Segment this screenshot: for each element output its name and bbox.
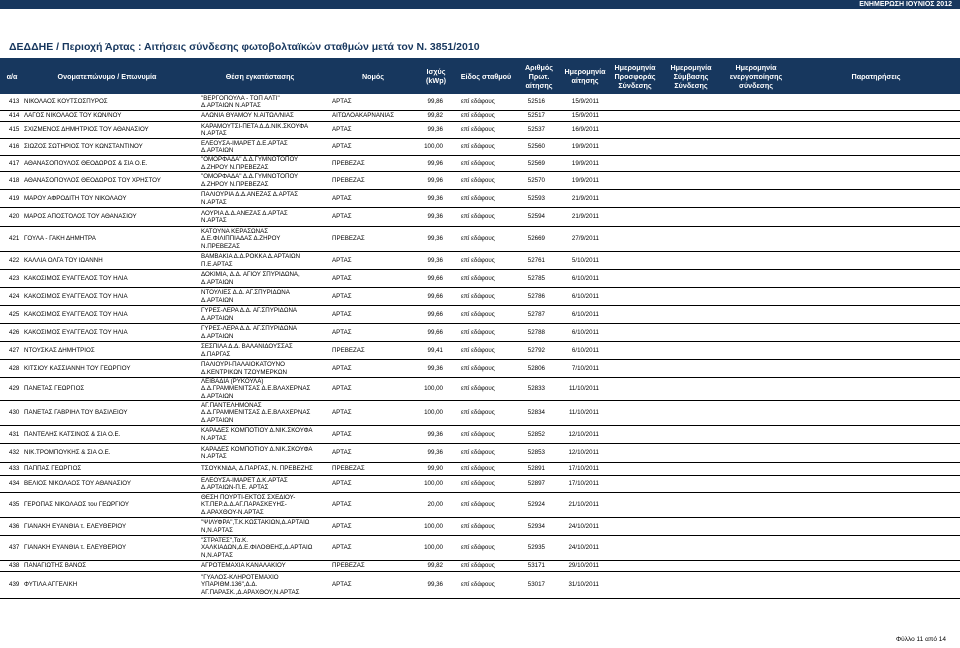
cell-name: ΚΑΚΟΣΙΜΟΣ ΕΥΑΓΓΕΛΟΣ ΤΟΥ ΗΛΙΑ bbox=[24, 274, 128, 282]
cell-name: ΚΙΤΣΙΟΥ ΚΑΣΣΙΑΝΝΗ ΤΟΥ ΓΕΩΡΓΙΟΥ bbox=[24, 364, 131, 372]
cell-name: ΑΘΑΝΑΣΟΠΟΥΛΟΣ ΘΕΟΔΩΡΟΣ & ΣΙΑ Ο.Ε. bbox=[24, 159, 148, 167]
cell-aa: 433 bbox=[9, 465, 20, 473]
cell-power: 99,36 bbox=[427, 194, 443, 202]
cell-type: επί εδάφους bbox=[461, 581, 495, 589]
cell-prefecture: ΠΡΕΒΕΖΑΣ bbox=[332, 176, 365, 184]
cell-protocol: 52560 bbox=[527, 143, 545, 151]
cell-power: 100,00 bbox=[424, 409, 443, 417]
cell-power: 100,00 bbox=[424, 522, 443, 530]
cell-prefecture: ΠΡΕΒΕΖΑΣ bbox=[332, 346, 365, 354]
cell-type: επί εδάφους bbox=[461, 310, 495, 318]
cell-aa: 416 bbox=[9, 143, 20, 151]
cell-power: 99,96 bbox=[427, 176, 443, 184]
cell-name: ΜΑΡΟΣ ΑΠΟΣΤΟΛΟΣ ΤΟΥ ΑΘΑΝΑΣΙΟΥ bbox=[24, 213, 137, 221]
header-type: Είδος σταθμού bbox=[460, 71, 512, 81]
cell-protocol: 52935 bbox=[527, 544, 545, 552]
cell-name: ΣΙΩΖΟΣ ΣΩΤΗΡΙΟΣ ΤΟΥ ΚΩΝΣΤΑΝΤΙΝΟΥ bbox=[24, 143, 143, 151]
cell-prefecture: ΑΙΤΩΛΟΑΚΑΡΝΑΝΙΑΣ bbox=[332, 112, 395, 120]
cell-date: 17/10/2011 bbox=[568, 480, 599, 488]
cell-date: 6/10/2011 bbox=[571, 292, 599, 300]
cell-location: "ΣΤΡΑΤΕΣ",Τα.Κ. ΧΑΛΚΙΑΔΩΝ,Δ.Ε.ΦΙΛΟΘΕΗΣ,Δ.ΑΡΤΑΙΩ Ν,Ν.ΑΡΤΑΣ bbox=[201, 536, 313, 559]
cell-protocol: 52785 bbox=[527, 274, 545, 282]
table-row bbox=[0, 378, 960, 401]
cell-prefecture: ΑΡΤΑΣ bbox=[332, 501, 352, 509]
table-row bbox=[0, 227, 960, 252]
cell-aa: 420 bbox=[9, 213, 20, 221]
cell-type: επί εδάφους bbox=[461, 544, 495, 552]
cell-location: ΒΑΜΒΑΚΙΑ Δ.Δ.ΡΟΚΚΑ Δ.ΑΡΤΑΙΩΝ Π.Ε.ΑΡΤΑΣ bbox=[201, 253, 301, 268]
table-row bbox=[0, 172, 960, 190]
cell-name: ΣΧΙΖΜΕΝΟΣ ΔΗΜΗΤΡΙΟΣ ΤΟΥ ΑΘΑΝΑΣΙΟΥ bbox=[24, 126, 149, 134]
cell-date: 24/10/2011 bbox=[568, 522, 599, 530]
cell-date: 12/10/2011 bbox=[568, 430, 599, 438]
table-row bbox=[0, 111, 960, 122]
header-power: Ισχύς (kWp) bbox=[426, 67, 446, 85]
cell-protocol: 52594 bbox=[527, 213, 545, 221]
table-header bbox=[0, 58, 960, 94]
cell-date: 19/9/2011 bbox=[571, 159, 599, 167]
cell-name: ΝΙΚΟΛΑΟΣ ΚΟΥΤΣΟΣΠΥΡΟΣ bbox=[24, 98, 108, 106]
header-remarks: Παρατηρήσεις bbox=[851, 71, 901, 81]
cell-protocol: 52593 bbox=[527, 194, 545, 202]
cell-aa: 437 bbox=[9, 544, 20, 552]
cell-aa: 425 bbox=[9, 310, 20, 318]
cell-location: ΠΑΛΙΟΥΡΙ-ΠΑΛΑΙΟΚΑΤΟΥΝΟ Δ.ΚΕΝΤΡΙΚΩΝ ΤΖΟΥΜΕΡΚΩΝ bbox=[201, 361, 287, 376]
cell-location: ΠΑΛΙΟΥΡΙΑ Δ.Δ.ΑΝΕΖΑΣ Δ.ΑΡΤΑΣ Ν.ΑΡΤΑΣ bbox=[201, 191, 299, 206]
cell-protocol: 52788 bbox=[527, 328, 545, 336]
table-row bbox=[0, 208, 960, 227]
cell-name: ΝΤΟΥΣΚΑΣ ΔΗΜΗΤΡΙΟΣ bbox=[24, 346, 95, 354]
cell-location: ΕΛΕΟΥΣΑ-ΙΜΑΡΕΤ Δ.Ε.ΑΡΤΑΣ Δ.ΑΡΤΑΙΩΝ bbox=[201, 139, 288, 154]
cell-prefecture: ΑΡΤΑΣ bbox=[332, 522, 352, 530]
table-row bbox=[0, 94, 960, 111]
cell-protocol: 52786 bbox=[527, 292, 545, 300]
cell-protocol: 52569 bbox=[527, 159, 545, 167]
cell-name: ΓΙΑΝΑΚΗ ΕΥΑΝΘΙΑ τ. ΕΛΕΥΘΕΡΙΟΥ bbox=[24, 544, 127, 552]
cell-prefecture: ΠΡΕΒΕΖΑΣ bbox=[332, 235, 365, 243]
table-row bbox=[0, 536, 960, 561]
cell-aa: 436 bbox=[9, 522, 20, 530]
cell-prefecture: ΑΡΤΑΣ bbox=[332, 544, 352, 552]
cell-date: 15/9/2011 bbox=[571, 112, 599, 120]
cell-prefecture: ΠΡΕΒΕΖΑΣ bbox=[332, 159, 365, 167]
header-aa: α/α bbox=[6, 71, 18, 81]
cell-date: 6/10/2011 bbox=[571, 274, 599, 282]
cell-type: επί εδάφους bbox=[461, 522, 495, 530]
cell-power: 99,36 bbox=[427, 430, 443, 438]
table-row bbox=[0, 306, 960, 324]
table-row bbox=[0, 288, 960, 306]
cell-power: 100,00 bbox=[424, 544, 443, 552]
cell-prefecture: ΑΡΤΑΣ bbox=[332, 194, 352, 202]
cell-prefecture: ΑΡΤΑΣ bbox=[332, 213, 352, 221]
cell-aa: 435 bbox=[9, 501, 20, 509]
cell-date: 7/10/2011 bbox=[571, 364, 599, 372]
cell-name: ΑΘΑΝΑΣΟΠΟΥΛΟΣ ΘΕΟΔΩΡΟΣ ΤΟΥ ΧΡΗΣΤΟΥ bbox=[24, 176, 161, 184]
cell-protocol: 53017 bbox=[527, 581, 545, 589]
cell-aa: 434 bbox=[9, 480, 20, 488]
cell-location: ΝΤΟΥΛΙΕΣ Δ.Δ. ΑΓ.ΣΠΥΡΙΔΩΝΑ Δ.ΑΡΤΑΙΩΝ bbox=[201, 289, 290, 304]
cell-aa: 429 bbox=[9, 385, 20, 393]
cell-prefecture: ΑΡΤΑΣ bbox=[332, 581, 352, 589]
cell-type: επί εδάφους bbox=[461, 465, 495, 473]
cell-type: επί εδάφους bbox=[461, 235, 495, 243]
table-row bbox=[0, 401, 960, 426]
cell-type: επί εδάφους bbox=[461, 501, 495, 509]
cell-location: ΕΛΕΟΥΣΑ-ΙΜΑΡΕΤ Δ.Κ.ΑΡΤΑΣ Δ.ΑΡΤΑΙΩΝ-Π.Ε. ΑΡΤΑΣ bbox=[201, 476, 288, 491]
cell-type: επί εδάφους bbox=[461, 274, 495, 282]
cell-date: 21/9/2011 bbox=[571, 213, 599, 221]
cell-protocol: 52806 bbox=[527, 364, 545, 372]
cell-aa: 415 bbox=[9, 126, 20, 134]
cell-location: "ΟΜΟΡΦΑΔΑ" Δ.Δ.ΓΥΜΝΟΤΟΠΟΥ Δ.ΖΗΡΟΥ Ν.ΠΡΕΒΕΖΑΣ bbox=[201, 173, 299, 188]
cell-location: ΑΓΡΟΤΕΜΑΧΙΑ ΚΑΝΑΛΑΚΙΟΥ bbox=[201, 562, 286, 570]
top-banner bbox=[0, 0, 960, 9]
cell-type: επί εδάφους bbox=[461, 112, 495, 120]
table-row bbox=[0, 463, 960, 476]
cell-prefecture: ΠΡΕΒΕΖΑΣ bbox=[332, 562, 365, 570]
cell-date: 6/10/2011 bbox=[571, 328, 599, 336]
table-row bbox=[0, 324, 960, 342]
table-row bbox=[0, 493, 960, 518]
cell-protocol: 52852 bbox=[527, 430, 545, 438]
cell-name: ΠΑΝΕΤΑΣ ΓΑΒΡΙΗΛ ΤΟΥ ΒΑΣΙΛΕΙΟΥ bbox=[24, 409, 128, 417]
cell-aa: 439 bbox=[9, 581, 20, 589]
cell-type: επί εδάφους bbox=[461, 292, 495, 300]
cell-protocol: 52761 bbox=[527, 256, 545, 264]
cell-location: "ΨΙΛΥΦΡΑ",Τ.Κ.ΚΩΣΤΑΚΙΩΝ,Δ.ΑΡΤΑΙΩ Ν,Ν.ΑΡΤΑΣ bbox=[201, 519, 310, 534]
cell-name: ΦΥΤΙΛΑ ΑΓΓΕΛΙΚΗ bbox=[24, 581, 78, 589]
cell-location: ΚΑΡΑΔΕΣ ΚΟΜΠΟΤΙΟΥ Δ.ΝΙΚ.ΣΚΟΥΦΑ Ν.ΑΡΤΑΣ bbox=[201, 427, 313, 442]
cell-type: επί εδάφους bbox=[461, 143, 495, 151]
cell-type: επί εδάφους bbox=[461, 346, 495, 354]
cell-type: επί εδάφους bbox=[461, 480, 495, 488]
cell-type: επί εδάφους bbox=[461, 176, 495, 184]
update-label: ΕΝΗΜΕΡΩΣΗ ΙΟΥΝΙΟΣ 2012 bbox=[859, 1, 952, 8]
table-row bbox=[0, 572, 960, 599]
table-row bbox=[0, 156, 960, 172]
cell-protocol: 52853 bbox=[527, 449, 545, 457]
cell-power: 100,00 bbox=[424, 143, 443, 151]
cell-location: ΤΣΟΥΚΝΙΔΑ, Δ.ΠΑΡΓΑΣ, Ν. ΠΡΕΒΕΖΗΣ bbox=[201, 465, 313, 473]
cell-date: 6/10/2011 bbox=[571, 310, 599, 318]
cell-location: ΛΟΥΡΙΑ Δ.Δ.ΑΝΕΖΑΣ Δ.ΑΡΤΑΣ Ν.ΑΡΤΑΣ bbox=[201, 209, 288, 224]
cell-name: ΓΕΡΟΠΑΣ ΝΙΚΟΛΑΟΣ του ΓΕΩΡΓΙΟΥ bbox=[24, 501, 129, 509]
page-title: ΔΕΔΔΗΕ / Περιοχή Άρτας : Αιτήσεις σύνδεσης φωτοβολταϊκών σταθμών μετά τον Ν. 3851/2010 bbox=[9, 41, 480, 53]
cell-date: 16/9/2011 bbox=[571, 126, 599, 134]
header-prefecture: Νομός bbox=[361, 71, 385, 81]
cell-date: 19/9/2011 bbox=[571, 176, 599, 184]
header-protocol: Αριθμός Πρωτ. αίτησης bbox=[524, 62, 554, 90]
cell-power: 99,36 bbox=[427, 581, 443, 589]
header-location: Θέση εγκατάστασης bbox=[225, 71, 295, 81]
cell-protocol: 52834 bbox=[527, 409, 545, 417]
cell-aa: 428 bbox=[9, 364, 20, 372]
cell-type: επί εδάφους bbox=[461, 213, 495, 221]
cell-name: ΒΕΛΙΟΣ ΝΙΚΟΛΑΟΣ ΤΟΥ ΑΘΑΝΑΣΙΟΥ bbox=[24, 480, 132, 488]
table-row bbox=[0, 426, 960, 444]
cell-name: ΜΑΡΟΥ ΑΦΡΟΔΙΤΗ ΤΟΥ ΝΙΚΟΛΑΟΥ bbox=[24, 194, 127, 202]
cell-power: 99,66 bbox=[427, 328, 443, 336]
cell-aa: 423 bbox=[9, 274, 20, 282]
cell-power: 99,36 bbox=[427, 213, 443, 221]
cell-prefecture: ΑΡΤΑΣ bbox=[332, 328, 352, 336]
header-date-contract: Ημερομηνία Σύμβασης Σύνδεσης bbox=[670, 62, 712, 90]
cell-name: ΓΙΑΝΑΚΗ ΕΥΑΝΘΙΑ τ. ΕΛΕΥΘΕΡΙΟΥ bbox=[24, 522, 127, 530]
cell-power: 99,36 bbox=[427, 256, 443, 264]
cell-power: 99,86 bbox=[427, 98, 443, 106]
cell-type: επί εδάφους bbox=[461, 194, 495, 202]
table-row bbox=[0, 476, 960, 493]
table-row bbox=[0, 561, 960, 572]
cell-date: 15/9/2011 bbox=[571, 98, 599, 106]
cell-prefecture: ΑΡΤΑΣ bbox=[332, 274, 352, 282]
cell-name: ΠΑΠΠΑΣ ΓΕΩΡΓΙΟΣ bbox=[24, 465, 82, 473]
table-row bbox=[0, 360, 960, 378]
cell-type: επί εδάφους bbox=[461, 430, 495, 438]
header-name: Ονοματεπώνυμο / Επωνυμία bbox=[57, 71, 157, 81]
cell-date: 21/9/2011 bbox=[571, 194, 599, 202]
table-row bbox=[0, 342, 960, 360]
cell-date: 5/10/2011 bbox=[571, 256, 599, 264]
cell-type: επί εδάφους bbox=[461, 385, 495, 393]
cell-prefecture: ΑΡΤΑΣ bbox=[332, 449, 352, 457]
cell-protocol: 52517 bbox=[527, 112, 545, 120]
cell-aa: 427 bbox=[9, 346, 20, 354]
cell-name: ΚΑΚΟΣΙΜΟΣ ΕΥΑΓΓΕΛΟΣ ΤΟΥ ΗΛΙΑ bbox=[24, 292, 128, 300]
table-row bbox=[0, 139, 960, 156]
cell-prefecture: ΑΡΤΑΣ bbox=[332, 430, 352, 438]
cell-protocol: 53171 bbox=[527, 562, 545, 570]
cell-prefecture: ΑΡΤΑΣ bbox=[332, 480, 352, 488]
cell-power: 99,82 bbox=[427, 562, 443, 570]
cell-prefecture: ΑΡΤΑΣ bbox=[332, 385, 352, 393]
cell-power: 99,66 bbox=[427, 310, 443, 318]
cell-name: ΠΑΝΕΤΑΣ ΓΕΩΡΓΙΟΣ bbox=[24, 385, 85, 393]
table-row bbox=[0, 190, 960, 208]
header-date-offer: Ημερομηνία Προσφοράς Σύνδεσης bbox=[614, 62, 656, 90]
cell-type: επί εδάφους bbox=[461, 409, 495, 417]
cell-power: 99,90 bbox=[427, 465, 443, 473]
cell-location: ΔΟΚΙΜΙΑ, Δ.Δ. ΑΓΙΟΥ ΣΠΥΡΙΔΩΝΑ, Δ.ΑΡΤΑΙΩΝ bbox=[201, 271, 300, 286]
cell-power: 99,36 bbox=[427, 364, 443, 372]
header-date-application: Ημερομηνία αίτησης bbox=[564, 67, 606, 85]
cell-aa: 418 bbox=[9, 176, 20, 184]
cell-location: ΛΕΙΒΑΔΙΑ (ΡΥΚΟΥΛΑ) Δ.Δ.ΓΡΑΜΜΕΝΙΤΣΑΣ Δ.Ε.ΒΛΑΧΕΡΝΑΣ Δ.ΑΡΤΑΙΩΝ bbox=[201, 378, 311, 400]
cell-location: ΣΕΣΠΙΛΑ Δ.Δ. ΒΑΛΑΝΙΔΟΥΣΣΑΣ Δ.ΠΑΡΓΑΣ bbox=[201, 343, 293, 358]
cell-name: ΠΑΝΤΕΛΗΣ ΚΑΤΣΙΝΟΣ & ΣΙΑ Ο.Ε. bbox=[24, 430, 121, 438]
cell-power: 99,66 bbox=[427, 274, 443, 282]
cell-prefecture: ΠΡΕΒΕΖΑΣ bbox=[332, 465, 365, 473]
cell-location: "ΒΕΡΓΟΠΟΥΛΑ - ΤΟΠ ΑΛΤΙ" Δ.ΑΡΤΑΙΩΝ Ν.ΑΡΤΑΣ bbox=[201, 94, 280, 109]
cell-date: 11/10/2011 bbox=[568, 409, 599, 417]
cell-location: ΓΥΡΕΣ-ΛΕΡΑ Δ.Δ. ΑΓ.ΣΠΥΡΙΔΩΝΑ Δ.ΑΡΤΑΙΩΝ bbox=[201, 307, 298, 322]
cell-protocol: 52934 bbox=[527, 522, 545, 530]
cell-location: "ΓΥΑΛΟΣ-ΚΛΗΡΟΤΕΜΑΧΙΟ ΥΠΑΡΙΘΜ.136",Δ.Δ. ΑΓ.ΠΑΡΑΣΚ.,Δ.ΑΡΑΧΘΟΥ,Ν.ΑΡΤΑΣ bbox=[201, 573, 300, 596]
cell-location: ΑΛΩΝΙΑ ΘΥΑΜΟΥ Ν.ΑΙΤΩΛ/ΝΙΑΣ bbox=[201, 112, 294, 120]
cell-aa: 430 bbox=[9, 409, 20, 417]
cell-name: ΚΑΚΟΣΙΜΟΣ ΕΥΑΓΓΕΛΟΣ ΤΟΥ ΗΛΙΑ bbox=[24, 328, 128, 336]
cell-protocol: 52891 bbox=[527, 465, 545, 473]
cell-date: 12/10/2011 bbox=[568, 449, 599, 457]
cell-aa: 419 bbox=[9, 194, 20, 202]
cell-name: ΠΑΝΑΓΙΩΤΗΣ ΒΑΝΟΣ bbox=[24, 562, 87, 570]
cell-aa: 426 bbox=[9, 328, 20, 336]
cell-location: ΑΓ.ΠΑΝΤΕΛΗΜΟΝΑΣ Δ.Δ.ΓΡΑΜΜΕΝΙΤΣΑΣ Δ.Ε.ΒΛΑΧΕΡΝΑΣ Δ.ΑΡΤΑΙΩΝ bbox=[201, 401, 311, 424]
cell-aa: 438 bbox=[9, 562, 20, 570]
cell-protocol: 52897 bbox=[527, 480, 545, 488]
cell-aa: 421 bbox=[9, 235, 20, 243]
cell-type: επί εδάφους bbox=[461, 159, 495, 167]
cell-prefecture: ΑΡΤΑΣ bbox=[332, 256, 352, 264]
cell-aa: 417 bbox=[9, 159, 20, 167]
cell-power: 100,00 bbox=[424, 480, 443, 488]
cell-date: 21/10/2011 bbox=[568, 501, 599, 509]
header-date-activation: Ημερομηνία ενεργοποίησης σύνδεσης bbox=[729, 62, 783, 90]
cell-aa: 432 bbox=[9, 449, 20, 457]
cell-date: 6/10/2011 bbox=[571, 346, 599, 354]
cell-aa: 424 bbox=[9, 292, 20, 300]
cell-prefecture: ΑΡΤΑΣ bbox=[332, 143, 352, 151]
cell-type: επί εδάφους bbox=[461, 562, 495, 570]
cell-protocol: 52833 bbox=[527, 385, 545, 393]
cell-power: 99,96 bbox=[427, 159, 443, 167]
cell-name: ΝΙΚ.ΤΡΟΜΠΟΥΚΗΣ & ΣΙΑ Ο.Ε. bbox=[24, 449, 111, 457]
cell-type: επί εδάφους bbox=[461, 98, 495, 106]
cell-date: 24/10/2011 bbox=[568, 544, 599, 552]
cell-prefecture: ΑΡΤΑΣ bbox=[332, 98, 352, 106]
cell-type: επί εδάφους bbox=[461, 328, 495, 336]
cell-location: "ΟΜΟΡΦΑΔΑ" Δ.Δ.ΓΥΜΝΟΤΟΠΟΥ Δ.ΖΗΡΟΥ Ν.ΠΡΕΒΕΖΑΣ bbox=[201, 156, 299, 171]
cell-power: 99,41 bbox=[427, 346, 443, 354]
cell-type: επί εδάφους bbox=[461, 256, 495, 264]
table-row bbox=[0, 518, 960, 536]
cell-date: 17/10/2011 bbox=[568, 465, 599, 473]
cell-aa: 431 bbox=[9, 430, 20, 438]
cell-date: 31/10/2011 bbox=[568, 581, 599, 589]
cell-protocol: 52787 bbox=[527, 310, 545, 318]
cell-date: 29/10/2011 bbox=[568, 562, 599, 570]
cell-prefecture: ΑΡΤΑΣ bbox=[332, 126, 352, 134]
cell-prefecture: ΑΡΤΑΣ bbox=[332, 310, 352, 318]
cell-name: ΓΟΥΛΑ - ΓΑΚΗ ΔΗΜΗΤΡΑ bbox=[24, 235, 96, 243]
cell-power: 99,66 bbox=[427, 292, 443, 300]
cell-protocol: 52537 bbox=[527, 126, 545, 134]
cell-protocol: 52669 bbox=[527, 235, 545, 243]
table-row bbox=[0, 252, 960, 270]
cell-location: ΚΑΤΟΥΝΑ ΚΕΡΑΣΩΝΑΣ Δ.Ε.ΦΙΛΙΠΠΙΑΔΑΣ Δ.ΖΗΡΟΥ Ν.ΠΡΕΒΕΖΑΣ bbox=[201, 227, 281, 250]
cell-date: 11/10/2011 bbox=[568, 385, 599, 393]
cell-protocol: 52924 bbox=[527, 501, 545, 509]
cell-power: 99,36 bbox=[427, 235, 443, 243]
cell-power: 99,82 bbox=[427, 112, 443, 120]
cell-location: ΚΑΡΑΔΕΣ ΚΟΜΠΟΤΙΟΥ Δ.ΝΙΚ.ΣΚΟΥΦΑ Ν.ΑΡΤΑΣ bbox=[201, 445, 313, 460]
cell-power: 99,36 bbox=[427, 449, 443, 457]
page-footer: Φύλλο 11 από 14 bbox=[895, 636, 946, 643]
cell-protocol: 52516 bbox=[527, 98, 545, 106]
cell-aa: 414 bbox=[9, 112, 20, 120]
cell-power: 100,00 bbox=[424, 385, 443, 393]
cell-name: ΛΑΓΟΣ ΝΙΚΟΛΑΟΣ ΤΟΥ ΚΩΝ/ΝΟΥ bbox=[24, 112, 122, 120]
cell-aa: 413 bbox=[9, 98, 20, 106]
cell-protocol: 52792 bbox=[527, 346, 545, 354]
cell-prefecture: ΑΡΤΑΣ bbox=[332, 292, 352, 300]
cell-prefecture: ΑΡΤΑΣ bbox=[332, 364, 352, 372]
cell-type: επί εδάφους bbox=[461, 449, 495, 457]
cell-power: 99,36 bbox=[427, 126, 443, 134]
cell-power: 20,00 bbox=[427, 501, 443, 509]
table-row bbox=[0, 444, 960, 463]
cell-location: ΓΥΡΕΣ-ΛΕΡΑ Δ.Δ. ΑΓ.ΣΠΥΡΙΔΩΝΑ Δ.ΑΡΤΑΙΩΝ bbox=[201, 325, 298, 340]
cell-date: 19/9/2011 bbox=[571, 143, 599, 151]
cell-location: ΘΕΣΗ ΠΟΥΡΤΙ-ΕΚΤΟΣ ΣΧΕΔΙΟΥ- ΚΤ.ΠΕΡ.Δ.Δ.ΑΓ.ΠΑΡΑΣΚΕΥΗΣ- Δ.ΑΡΑΧΘΟΥ-Ν.ΑΡΤΑΣ bbox=[201, 493, 296, 516]
cell-aa: 422 bbox=[9, 256, 20, 264]
table-row bbox=[0, 270, 960, 288]
cell-location: ΚΑΡΑΜΟΥΤΣΙ-ΠΕΤΑ Δ.Δ.ΝΙΚ.ΣΚΟΥΦΑ Ν.ΑΡΤΑΣ bbox=[201, 122, 309, 137]
cell-date: 27/9/2011 bbox=[571, 235, 599, 243]
cell-name: ΚΑΚΟΣΙΜΟΣ ΕΥΑΓΓΕΛΟΣ ΤΟΥ ΗΛΙΑ bbox=[24, 310, 128, 318]
cell-prefecture: ΑΡΤΑΣ bbox=[332, 409, 352, 417]
cell-name: ΚΑΛΛΙΑ ΟΛΓΑ ΤΟΥ ΙΩΑΝΝΗ bbox=[24, 256, 103, 264]
table-row bbox=[0, 122, 960, 139]
cell-type: επί εδάφους bbox=[461, 126, 495, 134]
cell-type: επί εδάφους bbox=[461, 364, 495, 372]
cell-protocol: 52570 bbox=[527, 176, 545, 184]
